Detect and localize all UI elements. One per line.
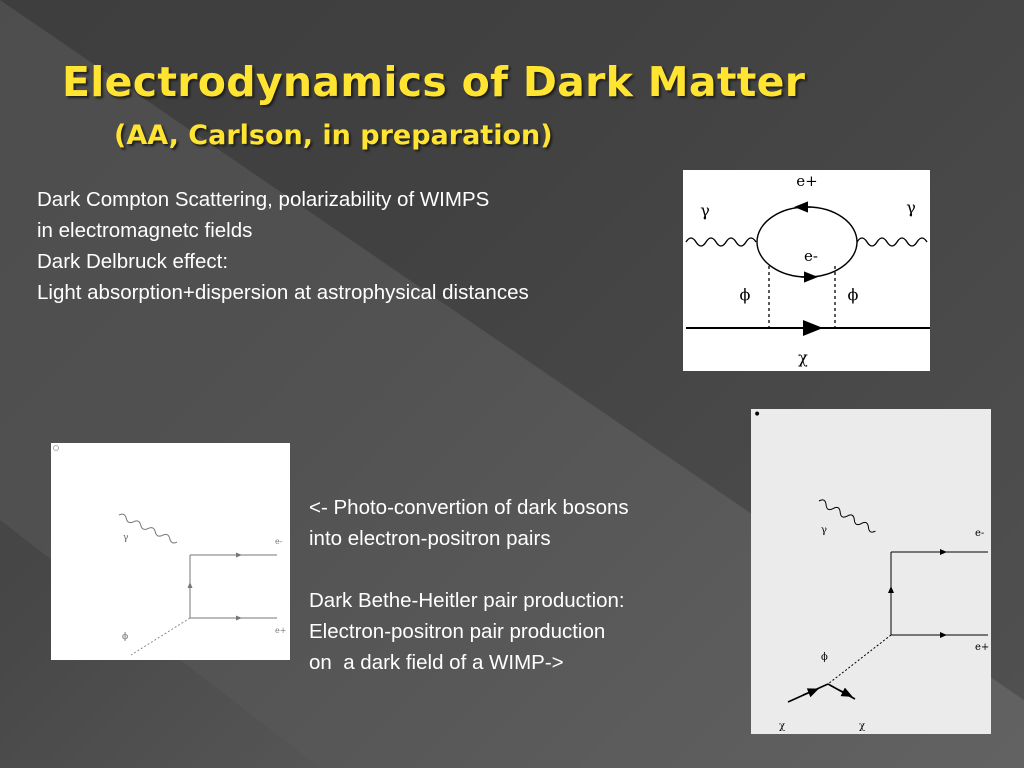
- photon-line-right: [857, 238, 927, 246]
- slide-title: Electrodynamics of Dark Matter: [62, 58, 806, 106]
- text-line: in electromagnetc fields: [37, 219, 253, 242]
- slide-subtitle: (AA, Carlson, in preparation): [114, 120, 553, 151]
- label-chi-left: χ: [779, 721, 786, 732]
- label-phi-right: ϕ: [847, 285, 859, 304]
- small-pair-diagram: [51, 443, 290, 660]
- loop-feynman-diagram: [683, 170, 930, 371]
- text-line: Electron-positron pair production: [309, 620, 606, 643]
- photon-line-left: [686, 238, 756, 246]
- electron-loop: [757, 207, 857, 277]
- text-line: Dark Compton Scattering, polarizability of WIMPS: [37, 188, 490, 211]
- label-e-minus: e-: [804, 247, 818, 265]
- label-e-minus: e-: [275, 537, 283, 546]
- description-block-1: [37, 184, 529, 308]
- label-phi-left: ϕ: [739, 285, 751, 304]
- label-e-plus: e+: [275, 626, 287, 635]
- label-chi: χ: [798, 348, 808, 367]
- label-phi: ϕ: [821, 652, 828, 663]
- phi-line: [828, 635, 891, 684]
- text-line: on a dark field of a WIMP->: [309, 651, 564, 674]
- text-line: <- Photo-convertion of dark bosons: [309, 496, 629, 519]
- label-gamma: γ: [123, 533, 129, 543]
- text-line: into electron-positron pairs: [309, 527, 551, 550]
- text-line: Light absorption+dispersion at astrophysical distances: [37, 281, 529, 304]
- label-e-plus: e+: [796, 172, 818, 190]
- label-gamma-left: γ: [700, 201, 710, 220]
- text-line: Dark Delbruck effect:: [37, 250, 229, 273]
- description-block-2: [309, 492, 629, 678]
- label-e-minus: e-: [975, 528, 985, 539]
- text-line: [309, 554, 629, 585]
- label-phi: ϕ: [122, 632, 129, 642]
- label-gamma-right: γ: [906, 198, 916, 217]
- bethe-heitler-diagram: [751, 409, 991, 734]
- label-e-plus: e+: [975, 642, 990, 653]
- label-gamma: γ: [821, 525, 827, 536]
- text-line: Dark Bethe-Heitler pair production:: [309, 589, 625, 612]
- bullet-mark: •: [753, 409, 762, 423]
- label-chi-right: χ: [859, 721, 866, 732]
